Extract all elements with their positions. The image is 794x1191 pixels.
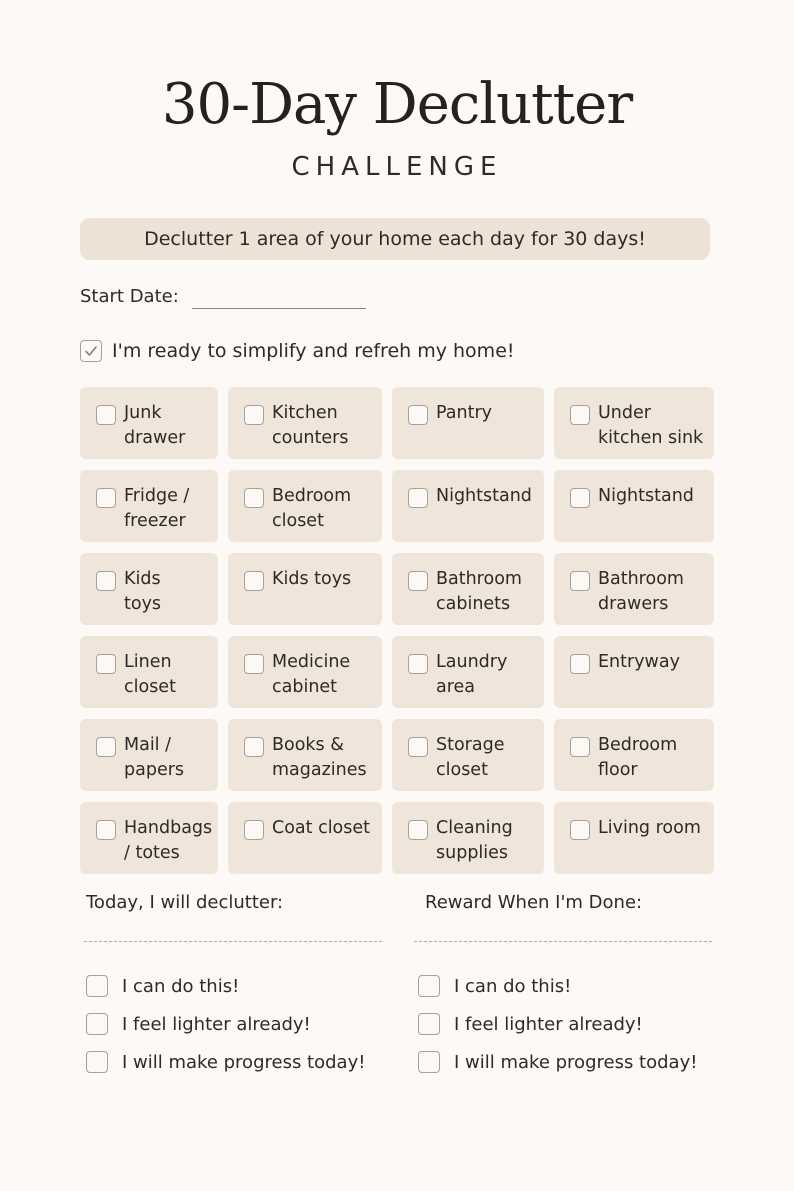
affirmation-label: I feel lighter already! <box>122 1013 311 1035</box>
area-label: Bedroom floor <box>598 735 678 780</box>
affirmation-item <box>418 1049 697 1075</box>
area-tile[interactable] <box>80 470 218 542</box>
area-checkbox[interactable] <box>408 654 428 674</box>
affirmation-item <box>86 1049 365 1075</box>
start-date-label: Start Date: <box>80 286 179 307</box>
area-checkbox[interactable] <box>570 488 590 508</box>
area-tile[interactable] <box>554 802 714 874</box>
area-label: Pantry <box>436 403 492 423</box>
area-label: Medicine cabinet <box>272 652 351 697</box>
reward-label: Reward When I'm Done: <box>425 892 643 913</box>
area-tile[interactable] <box>554 636 714 708</box>
area-tile[interactable] <box>228 636 382 708</box>
area-tile[interactable] <box>392 719 544 791</box>
area-tile[interactable] <box>80 719 218 791</box>
area-checkbox[interactable] <box>96 571 116 591</box>
area-tile[interactable] <box>228 802 382 874</box>
area-checkbox[interactable] <box>408 488 428 508</box>
reward-input-line[interactable] <box>414 941 712 942</box>
area-checkbox[interactable] <box>244 737 264 757</box>
area-tile[interactable] <box>554 553 714 625</box>
area-label: Living room <box>598 818 701 838</box>
area-checkbox[interactable] <box>408 405 428 425</box>
area-label: Coat closet <box>272 818 371 838</box>
area-checkbox[interactable] <box>570 571 590 591</box>
affirmation-label: I can do this! <box>122 975 240 997</box>
area-label: Entryway <box>598 652 680 672</box>
affirmation-checkbox[interactable] <box>86 1013 108 1035</box>
area-tile[interactable] <box>228 719 382 791</box>
area-tile[interactable] <box>80 553 218 625</box>
page-subtitle: CHALLENGE <box>291 152 503 182</box>
area-checkbox[interactable] <box>408 820 428 840</box>
declutter-areas-grid <box>80 387 713 874</box>
page-title: 30-Day Declutter <box>161 72 633 137</box>
area-label: Storage closet <box>436 735 505 780</box>
area-checkbox[interactable] <box>570 654 590 674</box>
today-label: Today, I will declutter: <box>86 892 284 913</box>
area-label: Bedroom closet <box>272 486 352 531</box>
area-label: Handbags / totes <box>124 818 213 863</box>
affirmation-checkbox[interactable] <box>418 1013 440 1035</box>
area-tile[interactable] <box>554 387 714 459</box>
area-label: Under kitchen sink <box>598 403 704 448</box>
area-label: Bathroom drawers <box>598 569 684 614</box>
area-label: Kids toys <box>124 569 162 614</box>
ready-statement <box>80 338 515 364</box>
area-label: Nightstand <box>436 486 532 506</box>
area-tile[interactable] <box>554 470 714 542</box>
area-label: Kids toys <box>272 569 352 589</box>
area-checkbox[interactable] <box>96 820 116 840</box>
area-tile[interactable] <box>228 387 382 459</box>
affirmation-checkbox[interactable] <box>86 1051 108 1073</box>
area-checkbox[interactable] <box>408 737 428 757</box>
area-label: Mail / papers <box>124 735 185 780</box>
area-tile[interactable] <box>80 636 218 708</box>
area-checkbox[interactable] <box>570 820 590 840</box>
area-checkbox[interactable] <box>570 405 590 425</box>
affirmation-label: I will make progress today! <box>454 1051 698 1073</box>
instruction-banner: Declutter 1 area of your home each day for 30 days! <box>80 218 710 260</box>
area-label: Bathroom cabinets <box>436 569 522 614</box>
affirmation-checkbox[interactable] <box>86 975 108 997</box>
area-checkbox[interactable] <box>244 654 264 674</box>
area-label: Linen closet <box>124 652 176 697</box>
area-tile[interactable] <box>554 719 714 791</box>
area-label: Nightstand <box>598 486 694 506</box>
area-label: Cleaning supplies <box>436 818 513 863</box>
start-date-field[interactable] <box>192 308 366 309</box>
area-label: Books & magazines <box>272 735 367 780</box>
affirmation-item <box>418 973 697 999</box>
reward-affirmations <box>418 973 697 1075</box>
area-checkbox[interactable] <box>96 737 116 757</box>
affirmation-checkbox[interactable] <box>418 975 440 997</box>
area-label: Junk drawer <box>124 403 186 448</box>
checkmark-icon <box>83 343 99 359</box>
area-checkbox[interactable] <box>244 571 264 591</box>
affirmation-label: I feel lighter already! <box>454 1013 643 1035</box>
area-tile[interactable] <box>392 802 544 874</box>
area-tile[interactable] <box>228 553 382 625</box>
today-affirmations <box>86 973 365 1075</box>
area-checkbox[interactable] <box>96 405 116 425</box>
today-input-line[interactable] <box>84 941 382 942</box>
area-checkbox[interactable] <box>244 488 264 508</box>
ready-checkbox[interactable] <box>80 340 102 362</box>
area-tile[interactable] <box>392 470 544 542</box>
affirmation-item <box>418 1011 697 1037</box>
affirmation-label: I can do this! <box>454 975 572 997</box>
affirmation-label: I will make progress today! <box>122 1051 366 1073</box>
area-tile[interactable] <box>80 387 218 459</box>
affirmation-item <box>86 1011 365 1037</box>
area-tile[interactable] <box>228 470 382 542</box>
area-tile[interactable] <box>392 387 544 459</box>
area-label: Fridge / freezer <box>124 486 190 531</box>
affirmation-item <box>86 973 365 999</box>
area-checkbox[interactable] <box>570 737 590 757</box>
area-tile[interactable] <box>80 802 218 874</box>
area-checkbox[interactable] <box>96 488 116 508</box>
area-checkbox[interactable] <box>244 820 264 840</box>
affirmation-checkbox[interactable] <box>418 1051 440 1073</box>
area-checkbox[interactable] <box>408 571 428 591</box>
ready-label: I'm ready to simplify and refreh my home! <box>112 340 515 362</box>
area-label: Kitchen counters <box>272 403 349 448</box>
area-checkbox[interactable] <box>244 405 264 425</box>
area-checkbox[interactable] <box>96 654 116 674</box>
area-label: Laundry area <box>436 652 508 697</box>
area-tile[interactable] <box>392 553 544 625</box>
area-tile[interactable] <box>392 636 544 708</box>
